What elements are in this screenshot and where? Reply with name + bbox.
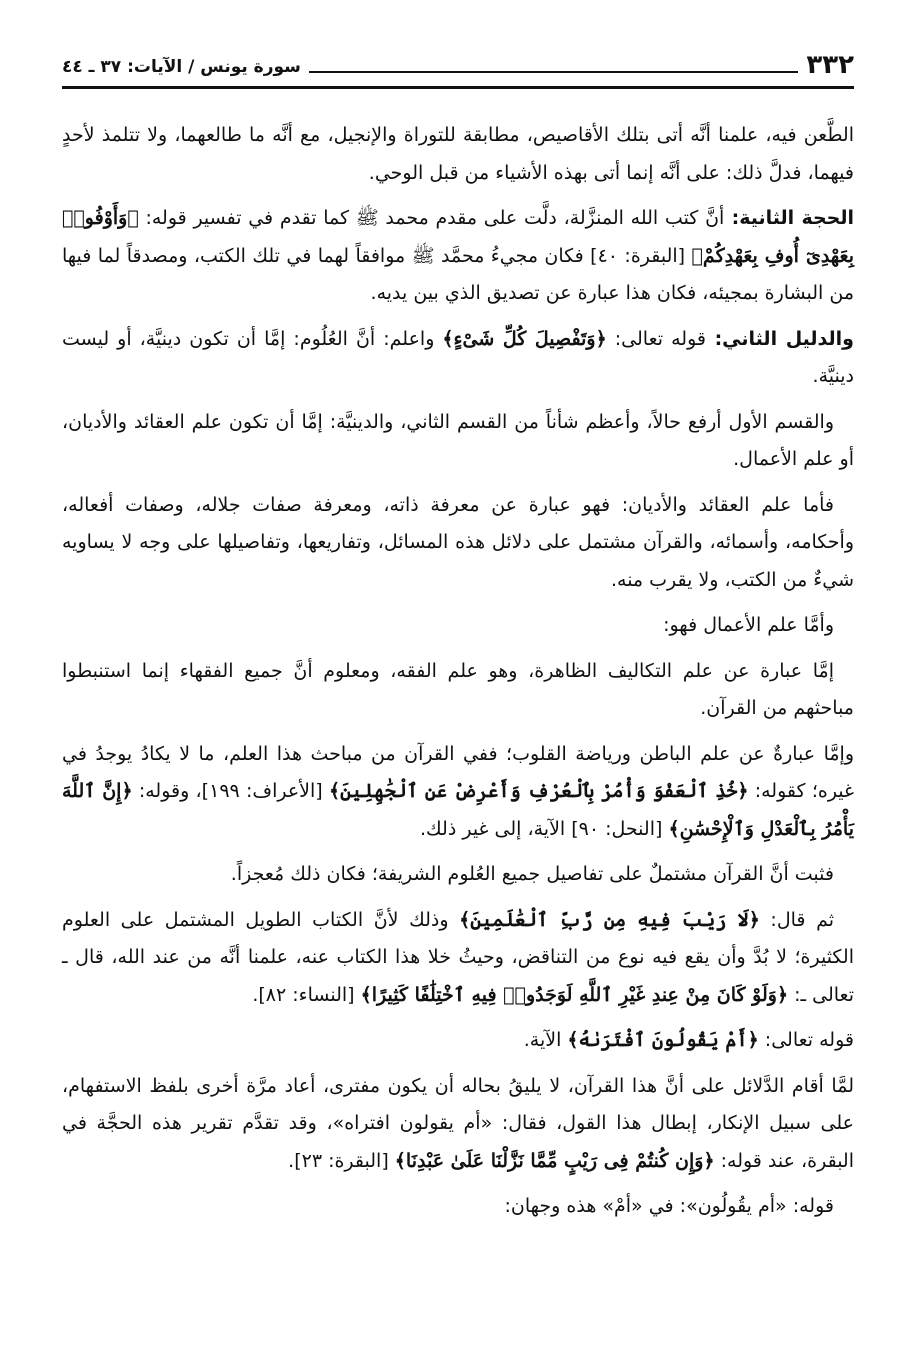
text-run: قوله: «أم يقُولُون»: في «أمْ» هذه وجهان: bbox=[504, 1195, 834, 1217]
text-run: الآية. bbox=[523, 1029, 568, 1051]
paragraph bbox=[62, 404, 854, 479]
paragraph bbox=[62, 200, 854, 313]
text-run: فثبت أنَّ القرآن مشتملٌ على تفاصيل جميع العُلوم الشريفة؛ فكان ذلك مُعجزاً. bbox=[230, 863, 834, 885]
text-run: الطَّعن فيه، علمنا أنَّه أتى بتلك الأقاصيص، مطابقة للتوراة والإنجيل، مع أنَّه ما طالعهما، ولا تتلمذ لأحدٍ فيهما، فدلَّ ذلك: على أنَّه إنما أتى بهذه الأشياء من قبل الوحي. bbox=[62, 124, 854, 184]
paragraph bbox=[62, 321, 854, 396]
quran-quote: ﴿وَإِن كُنتُمْ فِى رَيْبٍ مِّمَّا نَزَّلْنَا عَلَىٰ عَبْدِنَا﴾ bbox=[394, 1149, 715, 1172]
text-run: وذلك لأنَّ الكتاب الطويل المشتمل على العلوم الكثيرة؛ لا بُدَّ وأن يقع فيه نوع من التناقض، وحيثُ خلا هذا الكتاب عنه، علمنا أنَّه من عند الله، قال ـ تعالى ـ: bbox=[62, 908, 854, 1006]
text-run: فأما علم العقائد والأديان: فهو عبارة عن معرفة ذاته، ومعرفة صفات جلاله، وصفات أفعاله، وأحكامه، وأسمائه، والقرآن مشتمل على دلائل هذه المسائل، وتفاريعها، وتفاصيلها على وجه لا يساويه شيءٌ من الكتب، ولا يقرب منه. bbox=[62, 493, 854, 591]
text-run: [النساء: ٨٢]. bbox=[252, 983, 361, 1006]
paragraph bbox=[62, 607, 854, 645]
running-header bbox=[62, 48, 854, 82]
paragraph bbox=[62, 117, 854, 192]
text-run: [البقرة: ٤٠] فكان مجيءُ محمَّد ﷺ موافقاً لهما في تلك الكتب، ومصدقاً لما فيها من البشارة بمجيئه، فكان هذا عبارة عن تصديق الذي بين يديه. bbox=[62, 244, 854, 304]
body-text bbox=[62, 117, 854, 1226]
quran-quote: ﴿لَا رَيْبَ فِيهِ مِن رَّبِّ ٱلْعَٰلَمِينَ﴾ bbox=[459, 908, 760, 931]
page-number: ٣٣٢ bbox=[806, 50, 854, 80]
text-run: ثم قال: bbox=[759, 908, 835, 931]
text-run: وأمَّا علم الأعمال فهو: bbox=[663, 614, 834, 636]
text-run: [البقرة: ٢٣]. bbox=[288, 1149, 395, 1172]
quran-quote: ﴿وَلَوْ كَانَ مِنْ عِندِ غَيْرِ ٱللَّهِ لَوَجَدُوا۟ فِيهِ ٱخْتِلَٰفًا كَثِيرًا﴾ bbox=[360, 983, 789, 1006]
section-lead: والدليل الثاني: bbox=[705, 327, 854, 350]
quran-quote: ﴿وَتَفْصِيلَ كُلِّ شَىْءٍ﴾ bbox=[442, 327, 607, 350]
paragraph bbox=[62, 1068, 854, 1181]
paragraph bbox=[62, 1022, 854, 1060]
quran-quote: ﴿أَمْ يَقُولُونَ ٱفْتَرَىٰهُ﴾ bbox=[567, 1029, 759, 1051]
quran-quote: ﴿وَأَوْفُوا۟ بِعَهْدِىٓ أُوفِ بِعَهْدِكُمْ﴾ bbox=[62, 207, 855, 267]
paragraph bbox=[62, 487, 854, 600]
text-run: أنَّ كتب الله المنزَّلة، دلَّت على مقدم محمد ﷺ كما تقدم في تفسير قوله: bbox=[138, 207, 725, 229]
paragraph bbox=[62, 736, 854, 849]
text-run: قوله تعالى: bbox=[606, 327, 706, 350]
text-run: وإمَّا عبارةٌ عن علم الباطن ورياضة القلوب؛ ففي القرآن من مباحث هذا العلم، ما لا يكادُ يوجدُ في غيره؛ كقوله: bbox=[62, 742, 854, 802]
text-run: إمَّا عبارة عن علم التكاليف الظاهرة، وهو علم الفقه، ومعلوم أنَّ جميع الفقهاء إنما استنبطوا مباحثهم من القرآن. bbox=[62, 659, 854, 719]
quran-quote: ﴿خُذِ ٱلْعَفْوَ وَأْمُرْ بِٱلْعُرْفِ وَأَعْرِضْ عَنِ ٱلْجَٰهِلِينَ﴾ bbox=[328, 780, 749, 802]
paragraph bbox=[62, 1188, 854, 1226]
header-divider bbox=[62, 86, 854, 89]
text-run: لمَّا أقام الدَّلائل على أنَّ هذا القرآن، لا يليقُ بحاله أن يكون مفترى، أعاد مرَّة أخرى بلفظ الاستفهام، على سبيل الإنكار، إبطال هذا القول، فقال: «أم يقولون افتراه»، وقد تقدَّم تقرير هذه الحجَّة في البقرة، عند قوله: bbox=[62, 1074, 854, 1172]
text-run: والقسم الأول أرفع حالاً، وأعظم شأناً من القسم الثاني، والدينيَّة: إمَّا أن تكون علم العقائد والأديان، أو علم الأعمال. bbox=[62, 410, 854, 470]
text-run: واعلم: أنَّ العُلُوم: إمَّا أن تكون دينيَّة، أو ليست دينيَّة. bbox=[62, 327, 854, 387]
section-lead: الحجة الثانية: bbox=[724, 207, 854, 229]
quran-quote: ﴿إِنَّ ٱللَّهَ يَأْمُرُ بِٱلْعَدْلِ وَٱلْإِحْسَٰنِ﴾ bbox=[62, 780, 854, 840]
text-run: [النحل: ٩٠] الآية، إلى غير ذلك. bbox=[420, 817, 669, 840]
header-rule bbox=[309, 71, 799, 73]
text-run: قوله تعالى: bbox=[758, 1029, 854, 1051]
section-title: سورة يونس / الآيات: ٣٧ ـ ٤٤ bbox=[62, 57, 301, 77]
book-page bbox=[62, 48, 854, 1358]
paragraph bbox=[62, 856, 854, 894]
paragraph bbox=[62, 902, 854, 1015]
paragraph bbox=[62, 653, 854, 728]
text-run: [الأعراف: ١٩٩]، وقوله: bbox=[132, 780, 329, 802]
